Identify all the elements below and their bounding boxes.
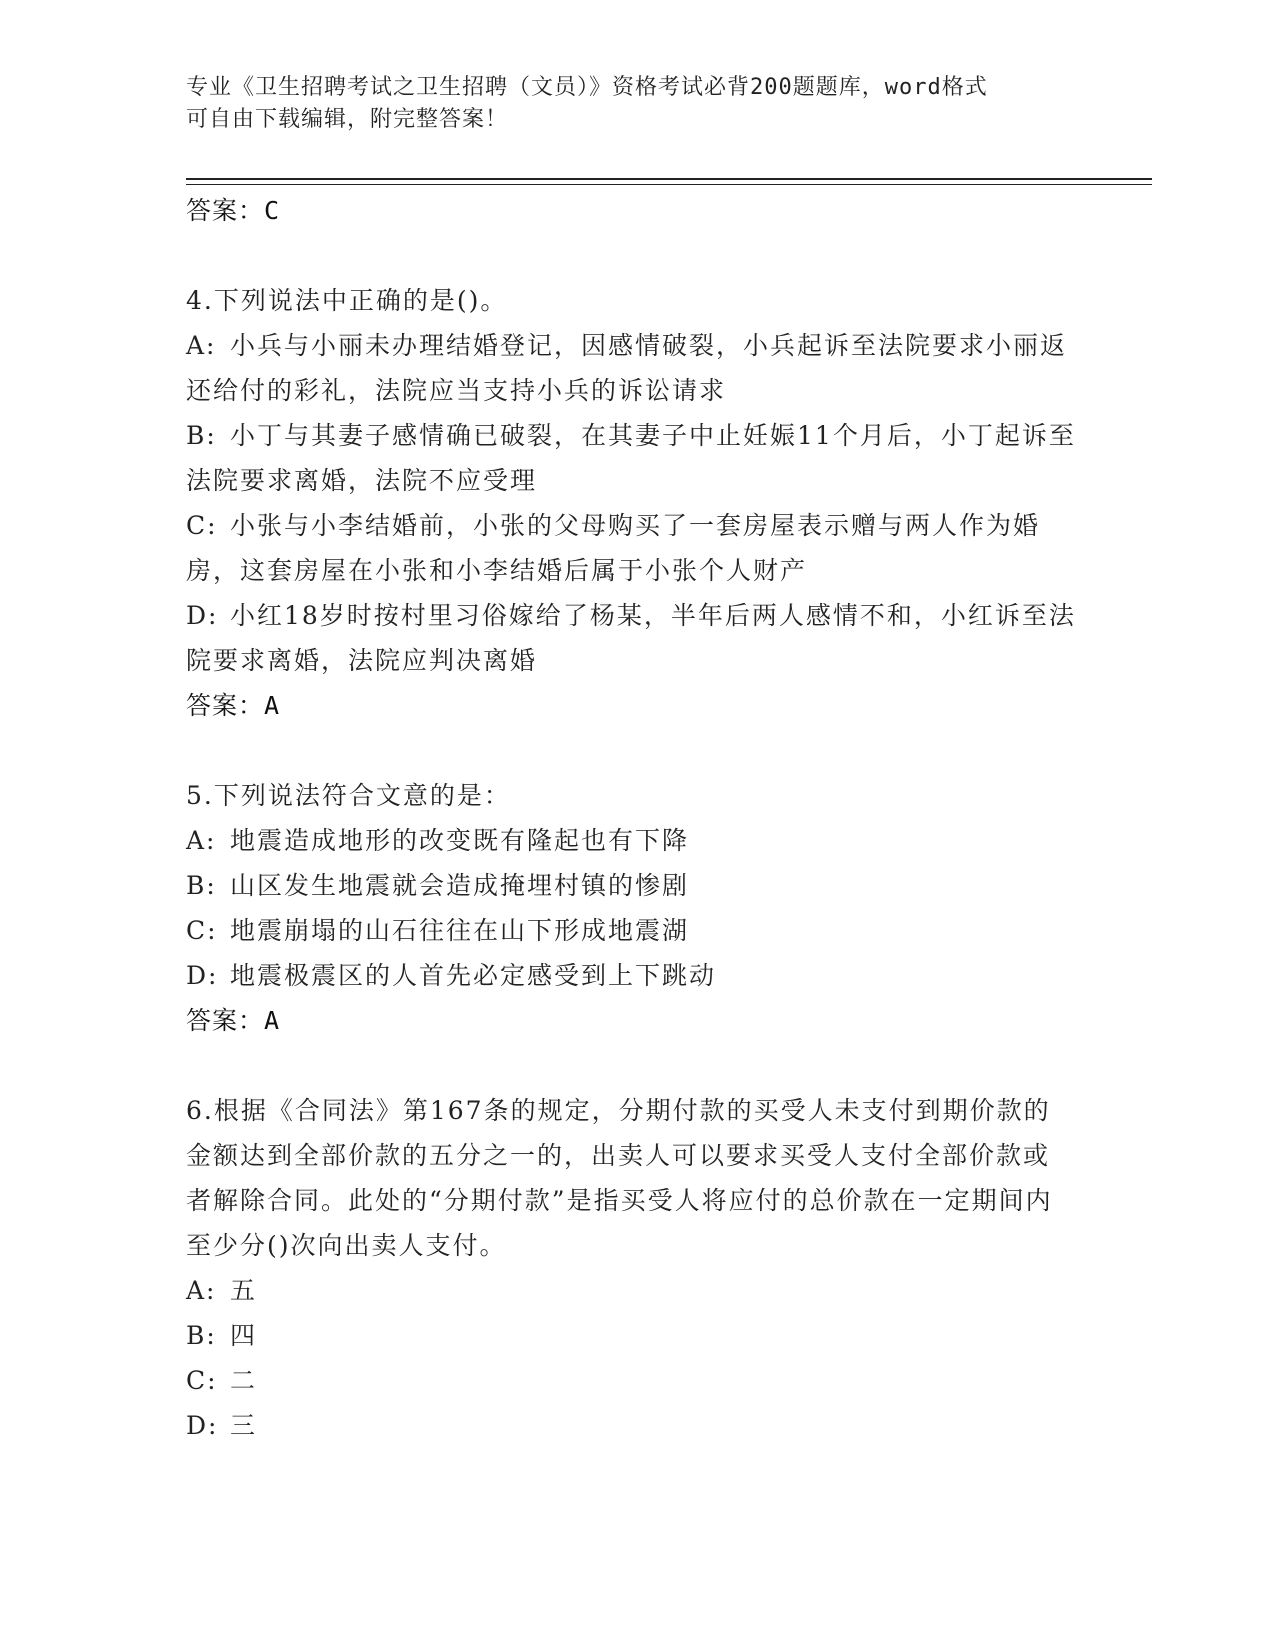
header-line-2: 可自由下载编辑，附完整答案！ — [186, 107, 509, 132]
option-b — [186, 1313, 1076, 1358]
option-text: 山区发生地震就会造成掩埋村镇的惨剧 — [230, 871, 690, 900]
option-letter: D: — [186, 961, 219, 990]
document-header — [186, 72, 1066, 136]
q5-answer: 答案：A — [186, 1006, 281, 1035]
option-letter: D: — [186, 1411, 219, 1440]
option-text: 地震崩塌的山石往往在山下形成地震湖 — [230, 916, 690, 945]
spacer — [186, 1043, 1076, 1088]
option-text: 二 — [230, 1366, 258, 1395]
option-letter: A: — [186, 1276, 217, 1305]
question-stem: 5.下列说法符合文意的是： — [186, 781, 511, 810]
option-text: 四 — [230, 1321, 258, 1350]
option-b — [186, 863, 1076, 908]
option-letter: A: — [186, 331, 217, 360]
option-letter: C: — [186, 511, 218, 540]
option-d — [186, 953, 1076, 998]
option-b — [186, 413, 1076, 503]
option-d — [186, 1403, 1076, 1448]
question-stem: 6.根据《合同法》第167条的规定，分期付款的买受人未支付到期价款的金额达到全部价款的五分之一的，出卖人可以要求买受人支付全部价款或者解除合同。此处的“分期付款”是指买受人将应付的总价款在一定期间内至少分()次向出卖人支付。 — [186, 1096, 1053, 1260]
option-text: 小张与小李结婚前，小张的父母购买了一套房屋表示赠与两人作为婚房，这套房屋在小张和小李结婚后属于小张个人财产 — [186, 511, 1041, 585]
option-letter: B: — [186, 421, 217, 450]
option-letter: C: — [186, 1366, 218, 1395]
header-line-1: 专业《卫生招聘考试之卫生招聘（文员）》资格考试必背200题题库，word格式 — [186, 75, 988, 100]
option-c — [186, 1358, 1076, 1403]
question-5 — [186, 773, 1076, 1043]
document-body — [186, 188, 1076, 1448]
option-letter: D: — [186, 601, 219, 630]
option-letter: B: — [186, 871, 217, 900]
question-stem: 4.下列说法中正确的是()。 — [186, 286, 508, 315]
option-c — [186, 503, 1076, 593]
spacer — [186, 728, 1076, 773]
option-a — [186, 818, 1076, 863]
option-letter: A: — [186, 826, 217, 855]
option-text: 地震造成地形的改变既有隆起也有下降 — [230, 826, 690, 855]
option-text: 小兵与小丽未办理结婚登记，因感情破裂，小兵起诉至法院要求小丽返还给付的彩礼，法院应当支持小兵的诉讼请求 — [186, 331, 1068, 405]
option-a — [186, 323, 1076, 413]
option-text: 地震极震区的人首先必定感受到上下跳动 — [230, 961, 717, 990]
spacer — [186, 233, 1076, 278]
option-c — [186, 908, 1076, 953]
option-text: 小红18岁时按村里习俗嫁给了杨某，半年后两人感情不和，小红诉至法院要求离婚，法院应判决离婚 — [186, 601, 1076, 675]
question-6 — [186, 1088, 1076, 1448]
option-d — [186, 593, 1076, 683]
option-text: 小丁与其妻子感情确已破裂，在其妻子中止妊娠11个月后，小丁起诉至法院要求离婚，法院不应受理 — [186, 421, 1076, 495]
option-letter: C: — [186, 916, 218, 945]
option-text: 三 — [230, 1411, 258, 1440]
q3-answer: 答案：C — [186, 196, 281, 225]
option-letter: B: — [186, 1321, 217, 1350]
option-a — [186, 1268, 1076, 1313]
question-4 — [186, 278, 1076, 728]
header-rule-thick — [186, 178, 1152, 180]
q4-answer: 答案：A — [186, 691, 281, 720]
option-text: 五 — [230, 1276, 258, 1305]
header-rule-thin — [186, 184, 1152, 185]
